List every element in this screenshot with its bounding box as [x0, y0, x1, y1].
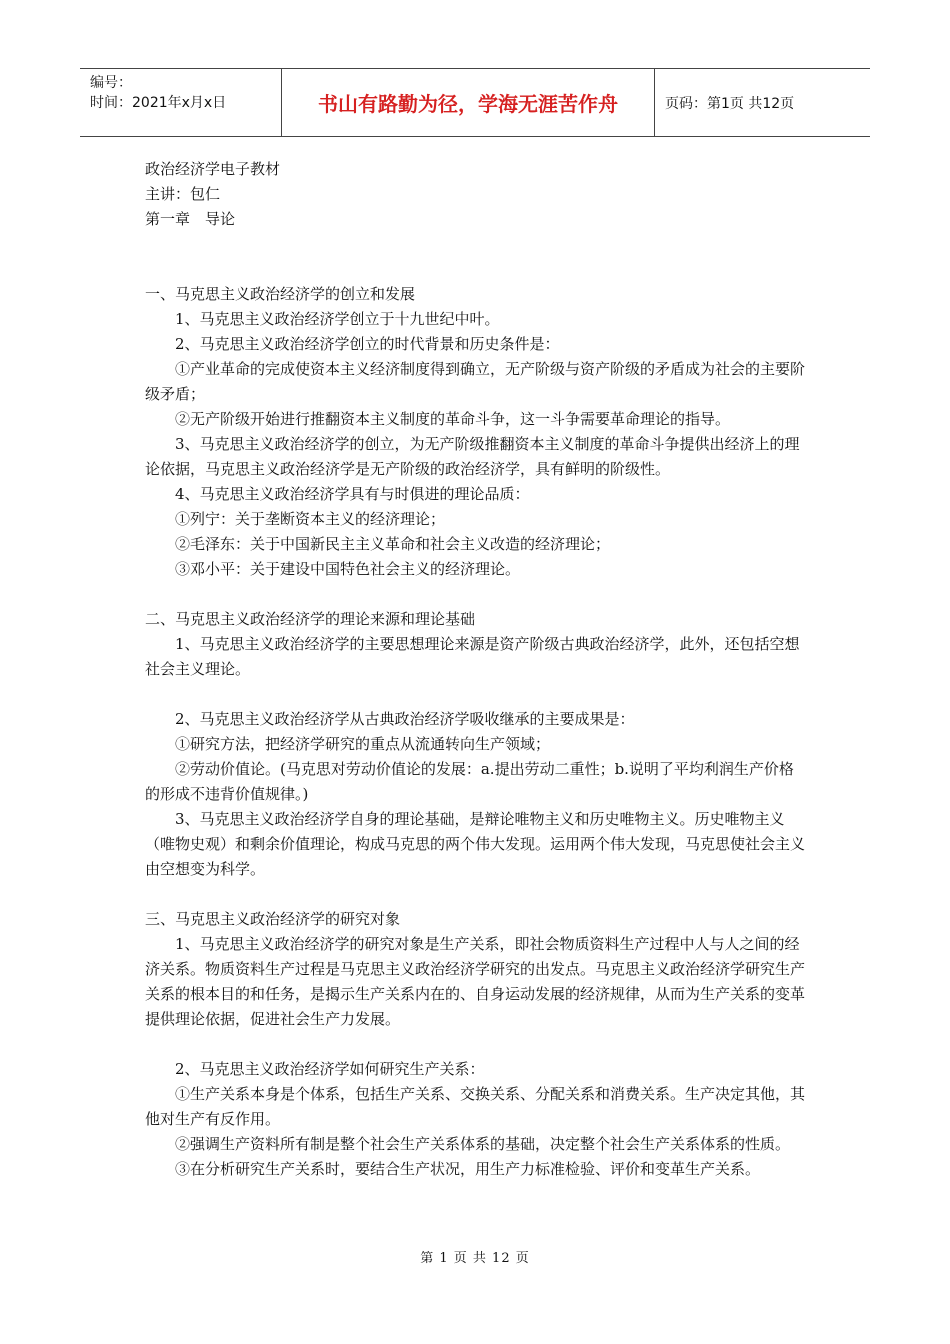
- section-1-heading: 一、马克思主义政治经济学的创立和发展: [145, 285, 416, 303]
- paragraph: ①产业革命的完成使资本主义经济制度得到确立，无产阶级与资产阶级的矛盾成为社会的主要阶级矛盾；: [145, 360, 806, 403]
- document-title: 政治经济学电子教材: [145, 160, 281, 178]
- section-2-heading: 二、马克思主义政治经济学的理论来源和理论基础: [145, 610, 476, 628]
- paragraph: 3、马克思主义政治经济学自身的理论基础，是辩论唯物主义和历史唯物主义。历史唯物主义（唯物史观）和剩余价值理论，构成马克思的两个伟大发现。运用两个伟大发现，马克思使社会主义由空想变为科学。: [145, 810, 806, 878]
- spacer: [145, 882, 807, 907]
- spacer: [145, 682, 807, 707]
- page-header: [80, 68, 870, 137]
- chapter-title: 第一章 导论: [145, 210, 236, 228]
- section-3-heading: 三、马克思主义政治经济学的研究对象: [145, 910, 401, 928]
- header-page-info: 页码：第1页 共12页: [665, 95, 795, 112]
- time-label: 时间：2021年x月x日: [90, 95, 227, 111]
- paragraph: ③邓小平：关于建设中国特色社会主义的经济理论。: [175, 560, 521, 578]
- paragraph: ②劳动价值论。(马克思对劳动价值论的发展：a.提出劳动二重性；b.说明了平均利润生产价格的形成不违背价值规律。): [145, 760, 794, 803]
- paragraph: 2、马克思主义政治经济学如何研究生产关系：: [175, 1060, 485, 1078]
- paragraph: ①列宁：关于垄断资本主义的经济理论；: [175, 510, 446, 528]
- spacer: [145, 1032, 807, 1057]
- header-meta: [80, 69, 281, 136]
- paragraph: ①研究方法，把经济学研究的重点从流通转向生产领域；: [175, 735, 551, 753]
- page-footer: 第 1 页 共 12 页: [420, 1251, 530, 1266]
- number-label: 编号：: [90, 75, 132, 91]
- paragraph: 2、马克思主义政治经济学创立的时代背景和历史条件是：: [175, 335, 560, 353]
- paragraph: ③在分析研究生产关系时，要结合生产状况，用生产力标准检验、评价和变革生产关系。: [175, 1160, 761, 1178]
- lecturer: 主讲：包仁: [145, 185, 221, 203]
- paragraph: 3、马克思主义政治经济学的创立，为无产阶级推翻资本主义制度的革命斗争提供出经济上的理论依据，马克思主义政治经济学是无产阶级的政治经济学，具有鲜明的阶级性。: [145, 435, 800, 478]
- paragraph: 2、马克思主义政治经济学从古典政治经济学吸收继承的主要成果是：: [175, 710, 635, 728]
- paragraph: ②强调生产资料所有制是整个社会生产关系体系的基础，决定整个社会生产关系体系的性质。: [175, 1135, 791, 1153]
- paragraph: 1、马克思主义政治经济学创立于十九世纪中叶。: [175, 310, 500, 328]
- paragraph: 4、马克思主义政治经济学具有与时俱进的理论品质：: [175, 485, 530, 503]
- document-body: [145, 157, 807, 1182]
- header-motto: 书山有路勤为径，学海无涯苦作舟: [281, 69, 655, 136]
- spacer: [145, 232, 807, 282]
- paragraph: ②毛泽东：关于中国新民主主义革命和社会主义改造的经济理论；: [175, 535, 611, 553]
- paragraph: ①生产关系本身是个体系，包括生产关系、交换关系、分配关系和消费关系。生产决定其他，其他对生产有反作用。: [145, 1085, 806, 1128]
- paragraph: ②无产阶级开始进行推翻资本主义制度的革命斗争，这一斗争需要革命理论的指导。: [175, 410, 731, 428]
- paragraph: 1、马克思主义政治经济学的研究对象是生产关系，即社会物质资料生产过程中人与人之间的经济关系。物质资料生产过程是马克思主义政治经济学研究的出发点。马克思主义政治经济学研究生产关系的根本目的和任务，是揭示生产关系内在的、自身运动发展的经济规律，从而为生产关系的变革提供理论依据，促进社会生产力发展。: [145, 935, 806, 1028]
- spacer: [145, 582, 807, 607]
- paragraph: 1、马克思主义政治经济学的主要思想理论来源是资产阶级古典政治经济学，此外，还包括空想社会主义理论。: [145, 635, 800, 678]
